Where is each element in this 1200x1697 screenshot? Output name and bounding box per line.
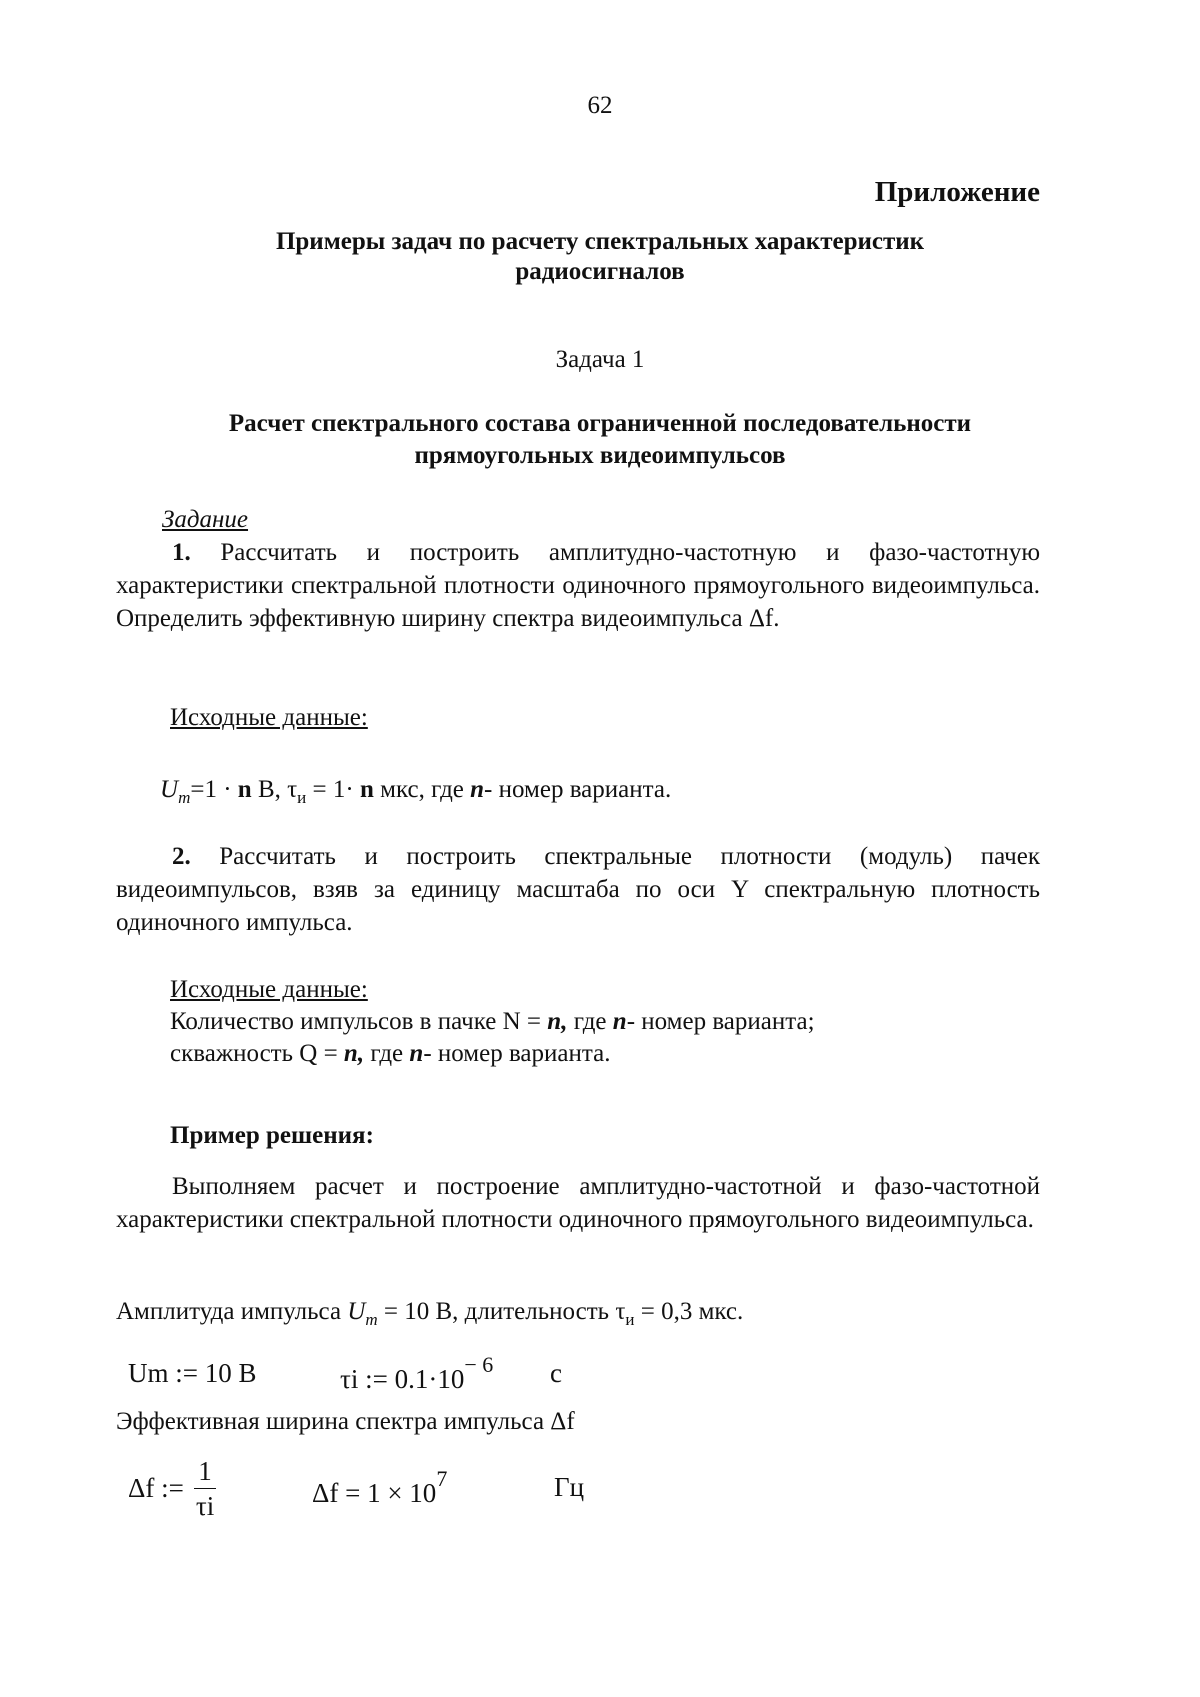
section-title-line1: Примеры задач по расчету спектральных характеристик [0, 228, 1200, 256]
item-2-number: 2. [172, 843, 191, 870]
assignment-item-2 [116, 840, 1040, 939]
bandwidth-result [312, 1472, 447, 1509]
bandwidth-result-value: Δf = 1 × 10 [312, 1478, 436, 1508]
document-page [0, 0, 1200, 1697]
solution-paragraph-text: Выполняем расчет и построение амплитудно-частотной и фазо-частотной характеристики спектральной плотности одиночного прямоугольного видеоимпульса. [116, 1173, 1040, 1233]
duration-sub: и [625, 1310, 634, 1329]
pulse-count-where: где [567, 1008, 612, 1035]
tau-unit: с [550, 1358, 562, 1389]
item-2-text: Рассчитать и построить спектральные плотности (модуль) пачек видеоимпульсов, взяв за единицу масштаба по оси Y спектральную плотность одиночного импульса. [116, 843, 1040, 936]
bandwidth-fraction [192, 1456, 218, 1521]
fraction-denominator: τi [192, 1489, 218, 1521]
tau-sub: и [297, 788, 306, 807]
tau-rest: = 1· [306, 776, 360, 803]
pulse-count-text: Количество импульсов в пачке N = [170, 1008, 547, 1035]
assignment-item-1 [116, 536, 1040, 635]
tau-value: τi := 0.1·10 [340, 1364, 464, 1394]
task-title-line1: Расчет спектрального состава ограниченной последовательности [0, 410, 1200, 438]
pulse-count-tail: - номер варианта; [627, 1008, 815, 1035]
task-title-line2: прямоугольных видеоимпульсов [0, 442, 1200, 470]
assignment-heading: Задание [162, 506, 248, 534]
tau-assignment [340, 1358, 493, 1395]
pulse-count-n2: n [613, 1008, 627, 1035]
duty-cycle-text: скважность Q = [170, 1040, 344, 1067]
appendix-title: Приложение [875, 176, 1040, 209]
duty-cycle-n2: n [409, 1040, 423, 1067]
solution-heading: Пример решения: [170, 1122, 374, 1150]
bandwidth-definition [128, 1456, 218, 1521]
amplitude-u: U [347, 1298, 365, 1325]
duration-value: = 0,3 мкс. [634, 1298, 743, 1325]
duty-cycle-tail: - номер варианта. [423, 1040, 610, 1067]
n-symbol-1: n [238, 776, 252, 803]
um-unit: В, τ [252, 776, 297, 803]
bandwidth-label: Эффективная ширина спектра импульса Δf [116, 1408, 575, 1436]
n-symbol-3: n [470, 776, 484, 803]
duty-cycle-n: n, [344, 1040, 364, 1067]
item-1-number: 1. [172, 539, 191, 566]
duty-cycle-where: где [364, 1040, 409, 1067]
amplitude-text: Амплитуда импульса [116, 1298, 347, 1325]
item-1-text: Рассчитать и построить амплитудно-частотную и фазо-частотную характеристики спектральной плотности одиночного прямоугольного видеоимпульса. Определить эффективную ширину спектра видеоимпульса Δf. [116, 539, 1040, 632]
um-assignment: Um := 10 В [128, 1358, 257, 1389]
task-label: Задача 1 [0, 346, 1200, 374]
fraction-numerator: 1 [194, 1456, 216, 1489]
bandwidth-lhs: Δf := [128, 1473, 184, 1504]
pulse-count-n: n, [547, 1008, 567, 1035]
formula-tail-2: - номер варианта. [484, 776, 671, 803]
page-number: 62 [0, 92, 1200, 120]
duration-text: = 10 В, длительность τ [378, 1298, 626, 1325]
pulse-count-line [170, 1008, 815, 1036]
solution-paragraph [116, 1170, 1040, 1236]
n-symbol-2: n [360, 776, 374, 803]
formula-1 [160, 776, 671, 808]
source-data-heading-1: Исходные данные: [170, 704, 368, 732]
um-symbol: U [160, 776, 178, 803]
section-title-line2: радиосигналов [0, 258, 1200, 286]
amplitude-u-sub: m [365, 1310, 377, 1329]
duty-cycle-line [170, 1040, 610, 1068]
amplitude-line [116, 1298, 743, 1330]
bandwidth-result-exponent: 7 [436, 1466, 447, 1491]
tau-exponent: − 6 [464, 1352, 493, 1377]
um-rest: =1 · [190, 776, 237, 803]
bandwidth-unit: Гц [554, 1472, 584, 1503]
um-sub: m [178, 788, 190, 807]
source-data-heading-2: Исходные данные: [170, 976, 368, 1004]
formula-tail: мкс, где [374, 776, 470, 803]
